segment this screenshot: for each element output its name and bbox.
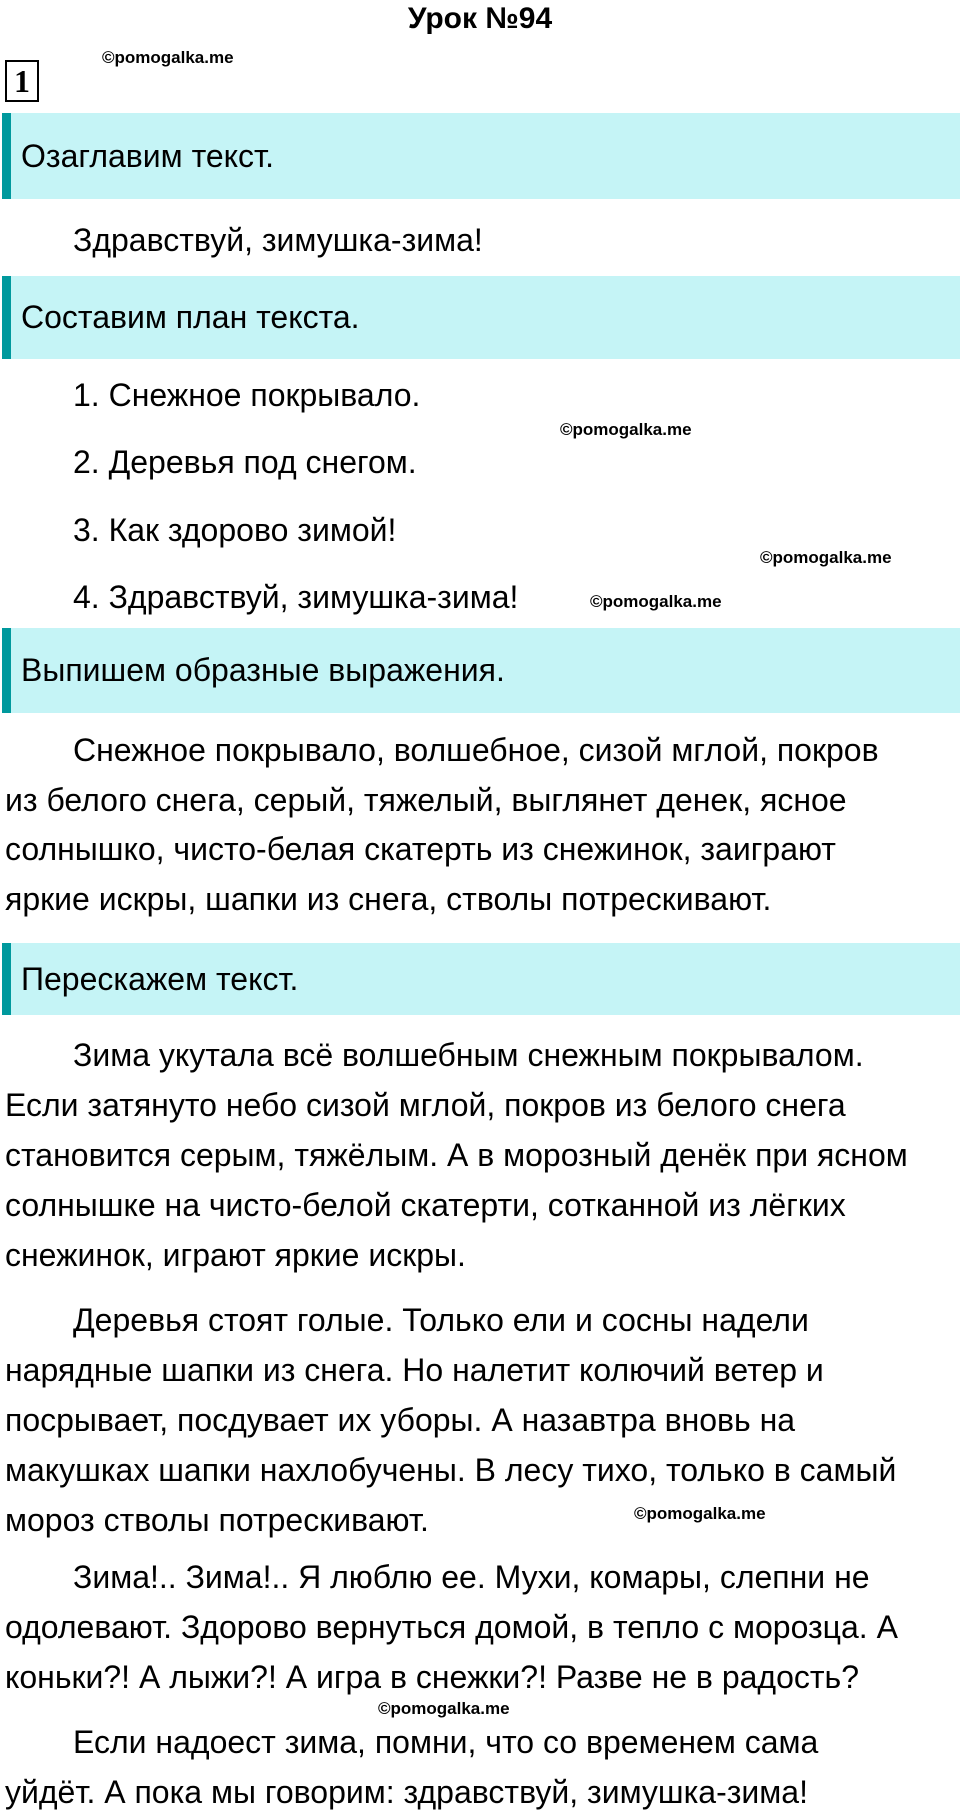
text-line: снежинок, играют яркие искры.: [5, 1237, 466, 1273]
watermark: ©pomogalka.me: [560, 420, 692, 439]
plan-item: 2. Деревья под снегом.: [73, 444, 417, 480]
text-line: одолевают. Здорово вернуться домой, в тепло с морозца. А: [5, 1609, 898, 1645]
section-heading: Перескажем текст.: [2, 943, 960, 1015]
text-line: Деревья стоят голые. Только ели и сосны надели: [73, 1302, 809, 1338]
watermark: ©pomogalka.me: [634, 1504, 766, 1523]
text-line: становится серым, тяжёлым. А в морозный денёк при ясном: [5, 1137, 908, 1173]
section-heading: Составим план текста.: [2, 276, 960, 359]
text-line: уйдёт. А пока мы говорим: здравствуй, зимушка-зима!: [5, 1774, 808, 1810]
text-line: мороз стволы потрескивают.: [5, 1502, 429, 1538]
watermark: ©pomogalka.me: [760, 548, 892, 567]
text-line: яркие искры, шапки из снега, стволы потрескивают.: [5, 881, 772, 917]
text-line: макушках шапки нахлобучены. В лесу тихо, только в самый: [5, 1452, 897, 1488]
watermark: ©pomogalka.me: [378, 1699, 510, 1718]
task-number: 1: [5, 60, 39, 102]
section-heading: Выпишем образные выражения.: [2, 628, 960, 713]
page-title: Урок №94: [407, 2, 553, 35]
text-line: Зима укутала всё волшебным снежным покрывалом.: [73, 1037, 864, 1073]
text-line: Если надоест зима, помни, что со временем сама: [73, 1724, 819, 1760]
text-line: из белого снега, серый, тяжелый, выглянет денек, ясное: [5, 782, 847, 818]
text-line: Снежное покрывало, волшебное, сизой мглой, покров: [73, 732, 879, 768]
plan-item: 1. Снежное покрывало.: [73, 377, 421, 413]
text-line: нарядные шапки из снега. Но налетит колючий ветер и: [5, 1352, 824, 1388]
text-line: Если затянуто небо сизой мглой, покров из белого снега: [5, 1087, 846, 1123]
text-line: коньки?! А лыжи?! А игра в снежки?! Разве не в радость?: [5, 1659, 859, 1695]
watermark: ©pomogalka.me: [590, 592, 722, 611]
plan-item: 3. Как здорово зимой!: [73, 512, 397, 548]
watermark: ©pomogalka.me: [102, 48, 234, 67]
text-line: посрывает, посдувает их уборы. А назавтра вновь на: [5, 1402, 796, 1438]
section-heading: Озаглавим текст.: [2, 113, 960, 199]
text-line: солнышко, чисто-белая скатерть из снежинок, заиграют: [5, 831, 836, 867]
text-line: солнышке на чисто-белой скатерти, сотканной из лёгких: [5, 1187, 846, 1223]
answer-line: Здравствуй, зимушка-зима!: [73, 222, 483, 258]
text-line: Зима!.. Зима!.. Я люблю ее. Мухи, комары, слепни не: [73, 1559, 870, 1595]
plan-item: 4. Здравствуй, зимушка-зима!: [73, 579, 519, 615]
